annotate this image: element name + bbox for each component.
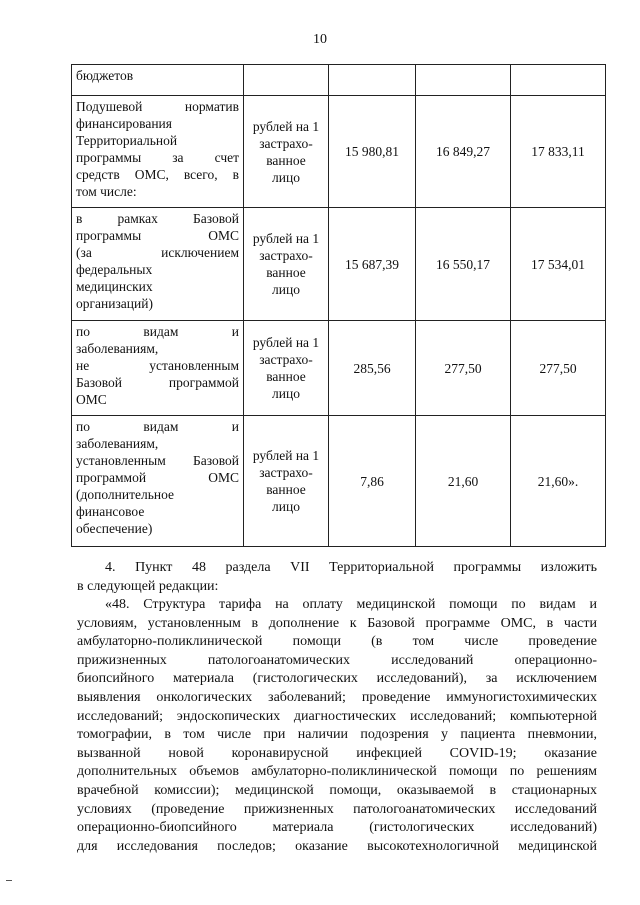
value-cell-1: 15 980,81 xyxy=(329,96,416,208)
value-cell-3: 17 534,01 xyxy=(511,208,606,321)
unit-line: ванное xyxy=(266,369,306,384)
row-label-line: установленным Базовой xyxy=(76,453,239,468)
value-cell-1: 15 687,39 xyxy=(329,208,416,321)
row-label-line: федеральных xyxy=(76,262,153,277)
paragraph-item-48 xyxy=(77,596,597,856)
unit-cell xyxy=(244,416,329,547)
unit-line: застрахо- xyxy=(259,352,313,367)
value-cell-3 xyxy=(511,65,606,96)
value-cell-1: 7,86 xyxy=(329,416,416,547)
unit-cell xyxy=(244,96,329,208)
unit-line: застрахо- xyxy=(259,465,313,480)
unit-line: рублей на 1 xyxy=(252,448,320,463)
row-label-line: программы за счет xyxy=(76,150,239,165)
table-row xyxy=(72,416,606,547)
row-label-line: Подушевой норматив xyxy=(76,99,239,114)
text-line: вызванной новой коронавирусной инфекцией COVID-19; оказание xyxy=(77,745,597,761)
unit-line: лицо xyxy=(272,169,300,185)
row-label-line: организаций) xyxy=(76,296,153,311)
value-cell-1 xyxy=(329,65,416,96)
row-label-line: по видам и xyxy=(76,324,239,339)
unit-line: ванное xyxy=(266,265,306,280)
table-row xyxy=(72,96,606,208)
unit-line: рублей на 1 xyxy=(252,335,320,350)
row-label-line: ОМС xyxy=(76,392,107,407)
row-label-line: заболеваниям, xyxy=(76,341,159,356)
row-label-line: в рамках Базовой xyxy=(76,211,239,226)
row-label-line: (за исключением xyxy=(76,245,239,260)
text-line: томографии, в том числе при наличии подозрения у пациента пневмонии, xyxy=(77,727,597,743)
row-label-line: заболеваниям, xyxy=(76,436,159,451)
page-number: 10 xyxy=(313,32,327,47)
text-line: в следующей редакции: xyxy=(77,578,219,594)
table-row xyxy=(72,208,606,321)
text-line: дополнительных объемов амбулаторно-поликлинической помощи по решениям xyxy=(77,764,597,780)
table-row xyxy=(72,65,606,96)
unit-line: застрахо- xyxy=(259,248,313,263)
unit-cell xyxy=(244,65,329,96)
text-line: врачебной комиссии); медицинской помощи, оказываемой в стационарных xyxy=(77,782,597,798)
row-label-line: медицинских xyxy=(76,279,153,294)
row-label-line: финансовое xyxy=(76,504,145,519)
unit-line: лицо xyxy=(272,282,300,297)
row-label-cell xyxy=(72,96,244,208)
unit-cell xyxy=(244,321,329,416)
text-line: условиям, установленным в дополнение к Базовой программе ОМС, в части xyxy=(77,615,597,631)
text-line: операционно-биопсийного материала (гистологических исследований) xyxy=(77,820,597,836)
text-line: прижизненных патологоанатомических исследований операционно- xyxy=(77,652,597,668)
value-cell-2 xyxy=(416,65,511,96)
unit-line: лицо xyxy=(272,499,300,514)
row-label-line: по видам и xyxy=(76,419,239,434)
text-line: 4. Пункт 48 раздела VII Территориальной программы изложить xyxy=(105,560,597,575)
value-cell-2: 16 849,27 xyxy=(416,96,511,208)
unit-cell xyxy=(244,208,329,321)
text-line: амбулаторно-поликлинической помощи (в том числе проведение xyxy=(77,634,597,650)
row-label-line: бюджетов xyxy=(76,68,134,83)
row-label-line: финансирования xyxy=(76,116,172,131)
row-label-line: средств ОМС, всего, в xyxy=(76,167,239,182)
unit-line: лицо xyxy=(272,386,300,401)
value-cell-2: 21,60 xyxy=(416,416,511,547)
row-label-cell xyxy=(72,208,244,321)
row-label-line: Территориальной xyxy=(76,133,178,148)
value-cell-3: 21,60». xyxy=(511,416,606,547)
row-label-line: Базовой программой xyxy=(76,375,239,390)
unit-line: ванное xyxy=(266,152,306,168)
text-line: исследований; эндоскопических диагностических исследований; компьютерной xyxy=(77,708,597,724)
financing-table xyxy=(71,64,606,547)
row-label-cell xyxy=(72,416,244,547)
unit-line: ванное xyxy=(266,482,306,497)
row-label-cell xyxy=(72,321,244,416)
text-line: биопсийного материала (гистологических исследований), за исключением xyxy=(77,671,597,687)
value-cell-2: 277,50 xyxy=(416,321,511,416)
table-row xyxy=(72,321,606,416)
row-label-line: программой ОМС xyxy=(76,470,239,485)
row-label-line: (дополнительное xyxy=(76,487,175,502)
text-line: для исследования последов; оказание высокотехнологичной медицинской xyxy=(77,838,597,854)
text-line: «48. Структура тарифа на оплату медицинской помощи по видам и xyxy=(105,597,597,612)
value-cell-3: 17 833,11 xyxy=(511,96,606,208)
row-label-line: обеспечение) xyxy=(76,521,153,536)
value-cell-3: 277,50 xyxy=(511,321,606,416)
row-label-line: не установленным xyxy=(76,358,239,373)
row-label-line: программы ОМС xyxy=(76,228,239,243)
value-cell-2: 16 550,17 xyxy=(416,208,511,321)
text-line: условиях (проведение прижизненных патологоанатомических исследований xyxy=(77,801,597,817)
unit-line: рублей на 1 xyxy=(252,231,320,246)
row-label-line: том числе: xyxy=(76,184,137,199)
value-cell-1: 285,56 xyxy=(329,321,416,416)
unit-line: застрахо- xyxy=(259,135,313,151)
unit-line: рублей на 1 xyxy=(252,118,320,134)
row-label-cell xyxy=(72,65,244,96)
text-line: выявления онкологических заболеваний; проведение иммуногистохимических xyxy=(77,689,597,705)
paragraph-item-4 xyxy=(77,559,597,596)
scan-edge-mark xyxy=(6,880,12,881)
